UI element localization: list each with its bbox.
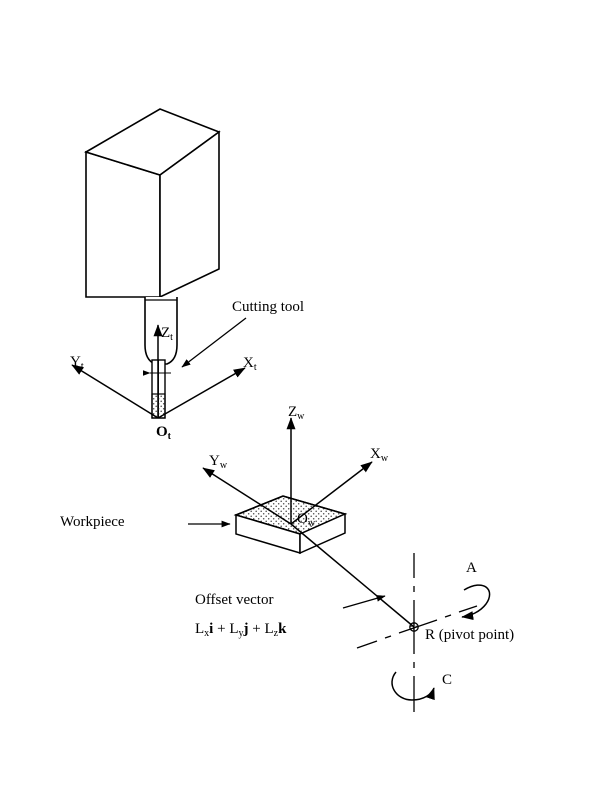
offset-term1-unit: i (209, 621, 214, 637)
work-axis-y-sub: w (219, 460, 228, 471)
offset-term3-sub: z (273, 628, 279, 639)
tool-axis-z-label (161, 326, 173, 341)
work-axis-x-letter: X (370, 446, 381, 462)
offset-term2-sub: y (238, 628, 244, 639)
offset-vector-line (291, 524, 414, 627)
spindle-body (86, 109, 219, 297)
rotary-axis-a-label: A (466, 560, 477, 576)
rotary-axis-a-arrow (462, 585, 490, 617)
work-axis-y-label (209, 454, 227, 469)
tool-axis-y-letter: Y (70, 354, 81, 370)
work-axis-z-label (288, 405, 304, 420)
tool-axis-x-label (243, 356, 257, 371)
cutting-tool-label: Cutting tool (232, 299, 305, 315)
work-axis-z-letter: Z (288, 404, 298, 420)
work-axis-y-letter: Y (209, 453, 220, 469)
tool-axis-x-sub: t (253, 362, 257, 373)
work-origin-sub: w (307, 518, 316, 529)
tool-axis-z-sub: t (170, 332, 173, 343)
tool-axis-x-letter: X (243, 355, 254, 371)
offset-term2-coeff: L (229, 621, 239, 637)
offset-term2-unit: j (243, 621, 249, 637)
work-axis-x-label (370, 447, 388, 462)
work-axis-x-sub: w (380, 453, 389, 464)
pivot-point-label: R (pivot point) (425, 627, 515, 643)
offset-plus-2: + (252, 621, 261, 637)
offset-vector-leader (343, 596, 385, 608)
offset-term1-sub: x (204, 628, 210, 639)
work-axis-z-sub: w (297, 411, 305, 422)
tool-axis-y-sub: t (80, 361, 84, 372)
tool-axis-z-letter: Z (161, 325, 171, 341)
offset-term3-coeff: L (264, 621, 274, 637)
tool-frame-origin-label (156, 425, 171, 440)
offset-vector-equation (195, 622, 286, 637)
tool-axis-y-label (70, 355, 84, 370)
work-frame-origin-label (297, 512, 315, 527)
work-origin-letter: O (297, 511, 308, 527)
offset-term1-coeff: L (195, 621, 205, 637)
workpiece-label: Workpiece (60, 514, 125, 530)
offset-term3-unit: k (278, 621, 287, 637)
tool-origin-sub: t (167, 431, 172, 442)
offset-plus-1: + (217, 621, 226, 637)
rotary-axis-c-arrow (392, 672, 434, 700)
tool-origin-letter: O (156, 424, 168, 440)
rotary-axis-c-label: C (442, 672, 453, 688)
offset-vector-label: Offset vector (195, 592, 274, 608)
